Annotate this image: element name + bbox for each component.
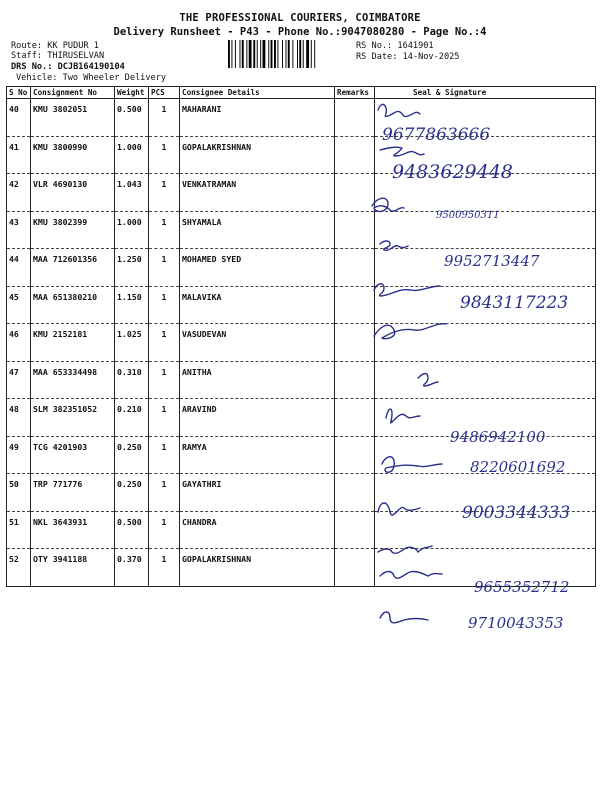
handwritten-phone: 9655352712 <box>474 578 570 596</box>
cell-remarks <box>335 549 375 587</box>
col-header-weight: Weight <box>115 87 149 99</box>
cell-consignee: MAHARANI <box>180 99 335 137</box>
handwritten-phone: 9003344333 <box>462 503 571 523</box>
table-row <box>7 511 596 549</box>
cell-consignment: KMU 3802051 <box>31 99 115 137</box>
col-header-consignee: Consignee Details <box>180 87 335 99</box>
cell-signature <box>375 511 596 549</box>
cell-weight: 0.500 <box>115 511 149 549</box>
cell-pcs: 1 <box>149 511 180 549</box>
cell-pcs: 1 <box>149 474 180 512</box>
route-label: Route: KK PUDUR 1 <box>11 41 99 51</box>
cell-consignment: KMU 3800990 <box>31 136 115 174</box>
cell-sno: 49 <box>7 436 31 474</box>
vehicle-label: Vehicle: Two Wheeler Delivery <box>16 73 167 83</box>
cell-remarks <box>335 136 375 174</box>
table-row <box>7 474 596 512</box>
cell-sno: 41 <box>7 136 31 174</box>
table-row <box>7 286 596 324</box>
cell-pcs: 1 <box>149 136 180 174</box>
cell-signature <box>375 361 596 399</box>
handwritten-phone: 9483629448 <box>392 161 513 183</box>
handwritten-phone: 8220601692 <box>470 458 566 476</box>
rs-date: RS Date: 14-Nov-2025 <box>356 52 460 62</box>
table-row <box>7 399 596 437</box>
cell-consignee: VASUDEVAN <box>180 324 335 362</box>
cell-weight: 0.370 <box>115 549 149 587</box>
cell-consignee: VENKATRAMAN <box>180 174 335 212</box>
cell-pcs: 1 <box>149 549 180 587</box>
cell-weight: 0.250 <box>115 474 149 512</box>
cell-weight: 1.150 <box>115 286 149 324</box>
cell-consignment: TCG 4201903 <box>31 436 115 474</box>
handwritten-phone: 9952713447 <box>444 252 540 270</box>
handwritten-phone: 9710043353 <box>468 614 564 632</box>
cell-remarks <box>335 99 375 137</box>
table-row <box>7 249 596 287</box>
cell-sno: 44 <box>7 249 31 287</box>
cell-consignee: MALAVIKA <box>180 286 335 324</box>
staff-label: Staff: THIRUSELVAN <box>11 51 105 61</box>
cell-weight: 0.310 <box>115 361 149 399</box>
cell-pcs: 1 <box>149 361 180 399</box>
cell-weight: 0.500 <box>115 99 149 137</box>
table-header-row <box>7 87 596 99</box>
cell-pcs: 1 <box>149 286 180 324</box>
cell-sno: 45 <box>7 286 31 324</box>
cell-consignment: OTY 3941188 <box>31 549 115 587</box>
cell-consignee: GOPALAKRISHNAN <box>180 549 335 587</box>
cell-sno: 47 <box>7 361 31 399</box>
cell-consignment: NKL 3643931 <box>31 511 115 549</box>
col-header-remarks: Remarks <box>335 87 375 99</box>
cell-sno: 51 <box>7 511 31 549</box>
cell-remarks <box>335 511 375 549</box>
document-subtitle: Delivery Runsheet - P43 - Phone No.:9047080280 - Page No.:4 <box>113 26 487 38</box>
cell-sno: 46 <box>7 324 31 362</box>
cell-consignment: MAA 712601356 <box>31 249 115 287</box>
cell-pcs: 1 <box>149 174 180 212</box>
cell-consignment: KMU 2152181 <box>31 324 115 362</box>
cell-weight: 0.250 <box>115 436 149 474</box>
cell-remarks <box>335 324 375 362</box>
cell-consignee: RAMYA <box>180 436 335 474</box>
cell-consignee: GOPALAKRISHNAN <box>180 136 335 174</box>
col-header-pcs: PCS <box>149 87 180 99</box>
cell-signature <box>375 436 596 474</box>
col-header-sno: S No <box>7 87 31 99</box>
cell-remarks <box>335 399 375 437</box>
handwritten-phone: 9500950311 <box>436 210 500 221</box>
cell-consignment: TRP 771776 <box>31 474 115 512</box>
cell-consignee: ANITHA <box>180 361 335 399</box>
cell-sno: 42 <box>7 174 31 212</box>
cell-sno: 40 <box>7 99 31 137</box>
table-row <box>7 436 596 474</box>
cell-sno: 48 <box>7 399 31 437</box>
cell-pcs: 1 <box>149 249 180 287</box>
cell-signature <box>375 474 596 512</box>
cell-remarks <box>335 474 375 512</box>
cell-remarks <box>335 436 375 474</box>
cell-remarks <box>335 361 375 399</box>
cell-signature <box>375 549 596 587</box>
table-row <box>7 324 596 362</box>
table-row <box>7 361 596 399</box>
cell-weight: 1.000 <box>115 211 149 249</box>
cell-remarks <box>335 211 375 249</box>
cell-consignee: CHANDRA <box>180 511 335 549</box>
table-row <box>7 549 596 587</box>
cell-weight: 0.210 <box>115 399 149 437</box>
cell-consignment: SLM 382351052 <box>31 399 115 437</box>
cell-weight: 1.043 <box>115 174 149 212</box>
table-row <box>7 99 596 137</box>
cell-consignee: SHYAMALA <box>180 211 335 249</box>
cell-consignment: VLR 4690130 <box>31 174 115 212</box>
cell-pcs: 1 <box>149 211 180 249</box>
drs-number: DRS No.: DCJB164190104 <box>11 62 125 72</box>
col-header-consignment: Consignment No <box>31 87 115 99</box>
cell-signature <box>375 249 596 287</box>
col-header-signature: Seal & Signature <box>375 87 596 99</box>
rs-number: RS No.: 1641901 <box>356 41 434 51</box>
cell-sno: 43 <box>7 211 31 249</box>
cell-sno: 50 <box>7 474 31 512</box>
cell-consignment: KMU 3802399 <box>31 211 115 249</box>
cell-consignee: MOHAMED SYED <box>180 249 335 287</box>
cell-remarks <box>335 286 375 324</box>
handwritten-phone: 9486942100 <box>450 428 546 446</box>
cell-consignment: MAA 651380210 <box>31 286 115 324</box>
handwritten-phone: 9843117223 <box>460 293 569 313</box>
cell-signature <box>375 399 596 437</box>
cell-sno: 52 <box>7 549 31 587</box>
table-row <box>7 211 596 249</box>
document-title: THE PROFESSIONAL COURIERS, COIMBATORE <box>179 12 421 24</box>
cell-weight: 1.000 <box>115 136 149 174</box>
cell-weight: 1.025 <box>115 324 149 362</box>
signature-stroke <box>380 612 428 623</box>
cell-signature <box>375 136 596 174</box>
cell-weight: 1.250 <box>115 249 149 287</box>
cell-signature <box>375 286 596 324</box>
table-row <box>7 136 596 174</box>
cell-consignee: GAYATHRI <box>180 474 335 512</box>
handwritten-phone: 9677863666 <box>382 125 491 145</box>
cell-pcs: 1 <box>149 399 180 437</box>
cell-pcs: 1 <box>149 324 180 362</box>
cell-pcs: 1 <box>149 99 180 137</box>
cell-remarks <box>335 174 375 212</box>
barcode-image <box>228 40 351 68</box>
cell-consignment: MAA 653334498 <box>31 361 115 399</box>
cell-signature <box>375 174 596 212</box>
cell-consignee: ARAVIND <box>180 399 335 437</box>
table-row <box>7 174 596 212</box>
cell-remarks <box>335 249 375 287</box>
cell-signature <box>375 99 596 137</box>
cell-signature <box>375 324 596 362</box>
cell-pcs: 1 <box>149 436 180 474</box>
runsheet-table <box>6 86 596 587</box>
cell-signature <box>375 211 596 249</box>
